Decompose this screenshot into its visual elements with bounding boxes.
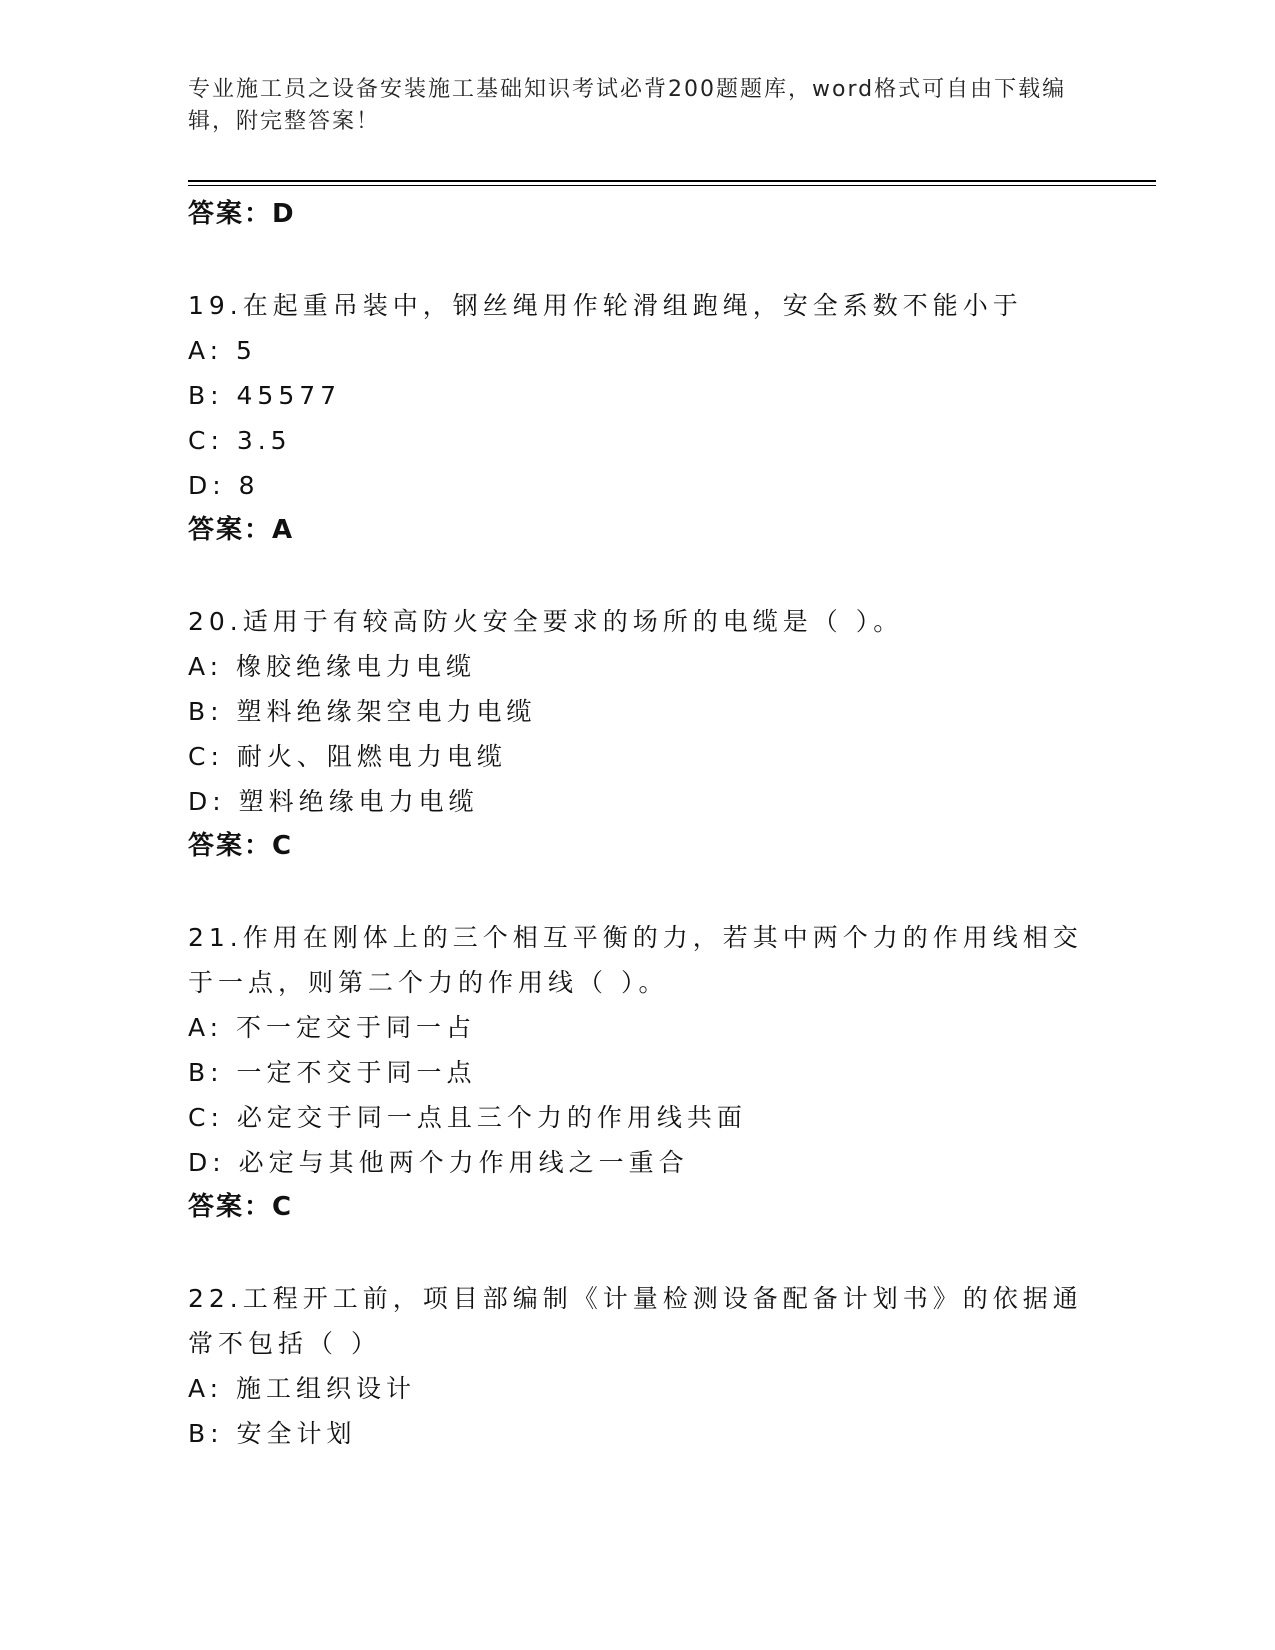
question-stem: 22.工程开工前，项目部编制《计量检测设备配备计划书》的依据通常不包括（ ）	[188, 1284, 1083, 1358]
answer-line: 答案：C	[188, 831, 294, 861]
option-b: B: 一定不交于同一点	[188, 1058, 477, 1087]
question-block	[188, 915, 1088, 1229]
option-c: C: 耐火、阻燃电力电缆	[188, 742, 507, 771]
option-a: A: 施工组织设计	[188, 1374, 417, 1403]
question-stem: 21.作用在刚体上的三个相互平衡的力，若其中两个力的作用线相交于一点，则第二个力的作用线（ ）。	[188, 923, 1083, 997]
header-rule-thin	[188, 185, 1156, 186]
option-c: C: 3.5	[188, 426, 292, 455]
question-stem: 19.在起重吊装中，钢丝绳用作轮滑组跑绳，安全系数不能小于	[188, 291, 1023, 320]
question-list	[188, 190, 1088, 1456]
option-c: C: 必定交于同一点且三个力的作用线共面	[188, 1103, 747, 1132]
option-d: D: 8	[188, 471, 260, 500]
answer-line: 答案：A	[188, 515, 295, 545]
header-rule-thick	[188, 180, 1156, 182]
question-block	[188, 1276, 1088, 1456]
option-b: B: 塑料绝缘架空电力电缆	[188, 697, 537, 726]
question-block	[188, 599, 1088, 868]
option-a: A: 5	[188, 336, 257, 365]
document-header: 专业施工员之设备安装施工基础知识考试必背200题题库，word格式可自由下载编辑，附完整答案！	[188, 77, 1067, 134]
option-a: A: 不一定交于同一占	[188, 1013, 477, 1042]
option-b: B: 45577	[188, 381, 342, 410]
question-stem: 20.适用于有较高防火安全要求的场所的电缆是（ ）。	[188, 607, 904, 636]
option-d: D: 塑料绝缘电力电缆	[188, 787, 479, 816]
option-b: B: 安全计划	[188, 1419, 357, 1448]
answer-line: 答案：C	[188, 1192, 294, 1222]
option-a: A: 橡胶绝缘电力电缆	[188, 652, 477, 681]
option-d: D: 必定与其他两个力作用线之一重合	[188, 1148, 689, 1177]
answer-line: 答案：D	[188, 199, 296, 229]
question-block	[188, 283, 1088, 552]
